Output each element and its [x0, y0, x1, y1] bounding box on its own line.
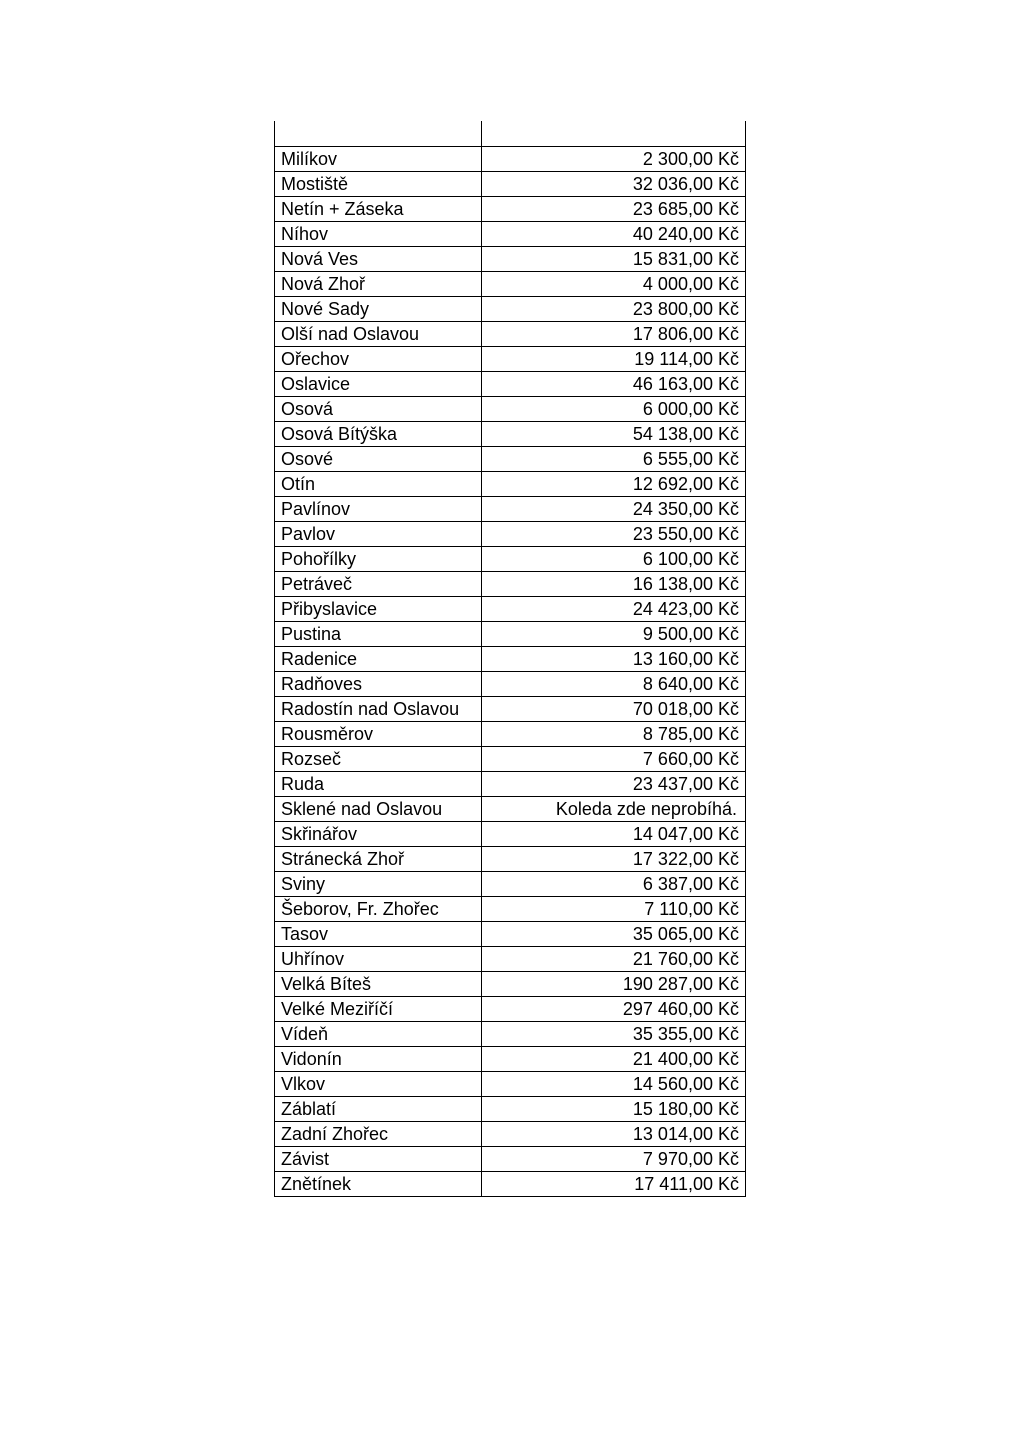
amount-value: 9 500,00 Kč — [482, 621, 746, 646]
table-row — [275, 521, 746, 546]
amount-value: 6 000,00 Kč — [482, 396, 746, 421]
municipality-name: Záblatí — [275, 1096, 482, 1121]
amount-value: 6 100,00 Kč — [482, 546, 746, 571]
table-row — [275, 921, 746, 946]
municipality-name: Osové — [275, 446, 482, 471]
municipality-name: Nová Zhoř — [275, 271, 482, 296]
municipality-name: Tasov — [275, 921, 482, 946]
amount-value: 35 355,00 Kč — [482, 1021, 746, 1046]
table-row — [275, 796, 746, 821]
table-row-continuation — [275, 121, 746, 146]
table-row — [275, 246, 746, 271]
municipality-name: Sviny — [275, 871, 482, 896]
municipality-name: Petráveč — [275, 571, 482, 596]
municipality-name: Rousměrov — [275, 721, 482, 746]
table-body — [275, 121, 746, 1196]
table-row — [275, 421, 746, 446]
municipality-name: Přibyslavice — [275, 596, 482, 621]
amount-value: 21 400,00 Kč — [482, 1046, 746, 1071]
amount-value: 8 640,00 Kč — [482, 671, 746, 696]
empty-cell — [482, 121, 746, 146]
table-row — [275, 146, 746, 171]
collection-table — [274, 121, 746, 1197]
amount-value: 15 831,00 Kč — [482, 246, 746, 271]
municipality-name: Závist — [275, 1146, 482, 1171]
municipality-name: Vidonín — [275, 1046, 482, 1071]
amount-value: 13 014,00 Kč — [482, 1121, 746, 1146]
table-row — [275, 396, 746, 421]
municipality-name: Radenice — [275, 646, 482, 671]
municipality-name: Skřinářov — [275, 821, 482, 846]
municipality-name: Radostín nad Oslavou — [275, 696, 482, 721]
table-row — [275, 1121, 746, 1146]
amount-value: 297 460,00 Kč — [482, 996, 746, 1021]
municipality-name: Ořechov — [275, 346, 482, 371]
table-row — [275, 696, 746, 721]
amount-value: 17 806,00 Kč — [482, 321, 746, 346]
table-row — [275, 971, 746, 996]
amount-value: 21 760,00 Kč — [482, 946, 746, 971]
amount-value: 35 065,00 Kč — [482, 921, 746, 946]
municipality-name: Znětínek — [275, 1171, 482, 1196]
amount-value: Koleda zde neprobíhá. — [482, 796, 746, 821]
municipality-name: Mostiště — [275, 171, 482, 196]
municipality-name: Olší nad Oslavou — [275, 321, 482, 346]
amount-value: 8 785,00 Kč — [482, 721, 746, 746]
municipality-name: Milíkov — [275, 146, 482, 171]
table-row — [275, 946, 746, 971]
table-row — [275, 621, 746, 646]
amount-value: 24 423,00 Kč — [482, 596, 746, 621]
municipality-name: Osová Bítýška — [275, 421, 482, 446]
municipality-name: Pavlínov — [275, 496, 482, 521]
municipality-name: Radňoves — [275, 671, 482, 696]
table-row — [275, 471, 746, 496]
table-row — [275, 646, 746, 671]
municipality-name: Zadní Zhořec — [275, 1121, 482, 1146]
table-row — [275, 196, 746, 221]
amount-value: 15 180,00 Kč — [482, 1096, 746, 1121]
table-row — [275, 996, 746, 1021]
table-row — [275, 571, 746, 596]
table-row — [275, 171, 746, 196]
municipality-name: Velké Meziříčí — [275, 996, 482, 1021]
amount-value: 4 000,00 Kč — [482, 271, 746, 296]
table-row — [275, 896, 746, 921]
amount-value: 40 240,00 Kč — [482, 221, 746, 246]
table-row — [275, 846, 746, 871]
table-row — [275, 496, 746, 521]
amount-value: 6 555,00 Kč — [482, 446, 746, 471]
amount-value: 17 322,00 Kč — [482, 846, 746, 871]
municipality-name: Vídeň — [275, 1021, 482, 1046]
amount-value: 32 036,00 Kč — [482, 171, 746, 196]
amount-value: 17 411,00 Kč — [482, 1171, 746, 1196]
municipality-name: Níhov — [275, 221, 482, 246]
table-row — [275, 271, 746, 296]
amount-value: 14 047,00 Kč — [482, 821, 746, 846]
amount-value: 24 350,00 Kč — [482, 496, 746, 521]
amount-value: 46 163,00 Kč — [482, 371, 746, 396]
municipality-name: Osová — [275, 396, 482, 421]
table-row — [275, 221, 746, 246]
table-row — [275, 1071, 746, 1096]
municipality-name: Netín + Záseka — [275, 196, 482, 221]
amount-value: 12 692,00 Kč — [482, 471, 746, 496]
empty-cell — [275, 121, 482, 146]
table-row — [275, 746, 746, 771]
table-row — [275, 346, 746, 371]
municipality-name: Velká Bíteš — [275, 971, 482, 996]
municipality-name: Šeborov, Fr. Zhořec — [275, 896, 482, 921]
table-row — [275, 821, 746, 846]
municipality-name: Pustina — [275, 621, 482, 646]
municipality-name: Pavlov — [275, 521, 482, 546]
amount-value: 7 970,00 Kč — [482, 1146, 746, 1171]
amount-value: 14 560,00 Kč — [482, 1071, 746, 1096]
amount-value: 7 660,00 Kč — [482, 746, 746, 771]
table-row — [275, 1146, 746, 1171]
municipality-name: Ruda — [275, 771, 482, 796]
municipality-name: Pohořílky — [275, 546, 482, 571]
table-row — [275, 446, 746, 471]
table-row — [275, 1021, 746, 1046]
table-row — [275, 1171, 746, 1196]
table-row — [275, 1096, 746, 1121]
table-row — [275, 296, 746, 321]
amount-value: 2 300,00 Kč — [482, 146, 746, 171]
municipality-name: Nové Sady — [275, 296, 482, 321]
table-row — [275, 1046, 746, 1071]
table-row — [275, 871, 746, 896]
municipality-name: Nová Ves — [275, 246, 482, 271]
municipality-name: Stránecká Zhoř — [275, 846, 482, 871]
table-row — [275, 546, 746, 571]
municipality-name: Vlkov — [275, 1071, 482, 1096]
table-row — [275, 721, 746, 746]
amount-value: 23 685,00 Kč — [482, 196, 746, 221]
table-row — [275, 371, 746, 396]
amount-value: 23 437,00 Kč — [482, 771, 746, 796]
municipality-name: Oslavice — [275, 371, 482, 396]
amount-value: 23 800,00 Kč — [482, 296, 746, 321]
amount-value: 23 550,00 Kč — [482, 521, 746, 546]
municipality-name: Uhřínov — [275, 946, 482, 971]
amount-value: 70 018,00 Kč — [482, 696, 746, 721]
amount-value: 13 160,00 Kč — [482, 646, 746, 671]
amount-value: 54 138,00 Kč — [482, 421, 746, 446]
amount-value: 16 138,00 Kč — [482, 571, 746, 596]
municipality-name: Otín — [275, 471, 482, 496]
municipality-name: Rozseč — [275, 746, 482, 771]
table-row — [275, 321, 746, 346]
table-row — [275, 771, 746, 796]
table-row — [275, 596, 746, 621]
municipality-name: Sklené nad Oslavou — [275, 796, 482, 821]
amount-value: 190 287,00 Kč — [482, 971, 746, 996]
amount-value: 6 387,00 Kč — [482, 871, 746, 896]
amount-value: 19 114,00 Kč — [482, 346, 746, 371]
table-row — [275, 671, 746, 696]
amount-value: 7 110,00 Kč — [482, 896, 746, 921]
